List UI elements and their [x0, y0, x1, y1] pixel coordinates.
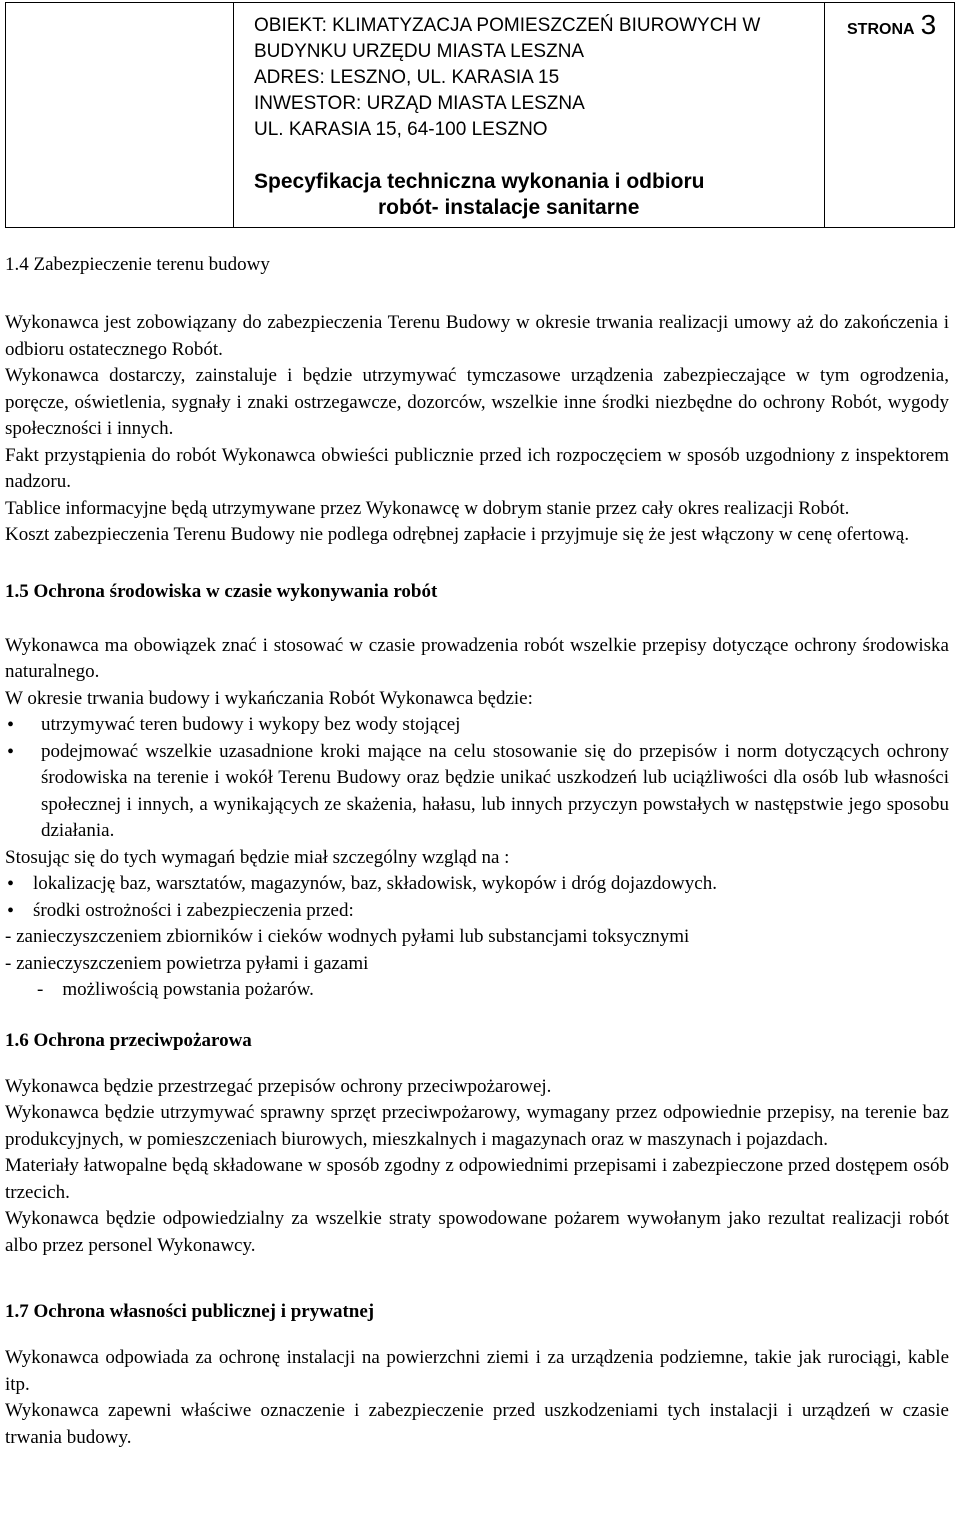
- paragraph: Wykonawca będzie utrzymywać sprawny sprzęt przeciwpożarowy, wymagany przez odpowiednie przepisy, na terenie baz produkcyjnych, w pomieszczeniach biurowych, mieszkalnych i magazynach oraz w maszynach i pojazdach.: [5, 1102, 949, 1150]
- dash-item: - zanieczyszczeniem powietrza pyłami i gazami: [5, 952, 369, 974]
- list-item: • podejmować wszelkie uzasadnione kroki mające na celu stosowanie się do przepisów i norm dotyczących ochrony środowiska na terenie i wokół Terenu Budowy oraz będzie unikać uszkodzeń lub uciążliwości dla osób lub własności społecznej i innych, a wynikających ze skażenia, hałasu, lub innych przyczyn powstałych w następstwie jego sposobu działania.: [5, 739, 949, 845]
- paragraph: Wykonawca jest zobowiązany do zabezpieczenia Terenu Budowy w okresie trwania realizacji umowy aż do zakończenia i odbioru ostatecznego Robót.: [5, 312, 949, 360]
- list-item: • lokalizację baz, warsztatów, magazynów, baz, składowisk, wykopów i dróg dojazdowych.: [5, 871, 949, 898]
- paragraph: Wykonawca dostarczy, zainstaluje i będzie utrzymywać tymczasowe urządzenia zabezpieczające w tym ogrodzenia, poręcze, oświetlenia, sygnały i znaki ostrzegawcze, dozorców, wszelkie inne środki niezbędne do ochrony Robót, wygody społeczności i innych.: [5, 365, 949, 439]
- paragraph: Fakt przystąpienia do robót Wykonawca obwieści publicznie przed ich rozpoczęciem w sposób uzgodniony z inspektorem nadzoru.: [5, 444, 949, 492]
- paragraph: Wykonawca będzie przestrzegać przepisów ochrony przeciwpożarowej.: [5, 1075, 552, 1097]
- paragraph: W okresie trwania budowy i wykańczania Robót Wykonawca będzie:: [5, 687, 533, 709]
- header-line: INWESTOR: URZĄD MIASTA LESZNA: [254, 93, 585, 114]
- bullet-list: [5, 712, 949, 845]
- list-item: • utrzymywać teren budowy i wykopy bez wody stojącej: [5, 712, 949, 739]
- page-number-cell: [824, 3, 954, 227]
- header-line: BUDYNKU URZĘDU MIASTA LESZNA: [254, 41, 585, 62]
- bullet-list: [5, 871, 949, 924]
- header-logo-cell: [6, 3, 234, 227]
- paragraph: Tablice informacyjne będą utrzymywane przez Wykonawcę w dobrym stanie przez cały okres realizacji Robót.: [5, 497, 850, 519]
- header-line: OBIEKT: KLIMATYZACJA POMIESZCZEŃ BIUROWYCH W: [254, 15, 761, 36]
- header-line: UL. KARASIA 15, 64-100 LESZNO: [254, 119, 548, 140]
- paragraph: Stosując się do tych wymagań będzie miał szczególny wzgląd na :: [5, 846, 510, 868]
- spec-title-line2: robót- instalacje sanitarne: [378, 196, 640, 219]
- paragraph: Wykonawca będzie odpowiedzialny za wszelkie straty spowodowane pożarem wywołanym jako rezultat realizacji robót albo przez personel Wykonawcy.: [5, 1208, 949, 1256]
- page-number: 3: [920, 9, 937, 40]
- paragraph: Wykonawca zapewni właściwe oznaczenie i zabezpieczenie przed uszkodzeniami tych instalacji i urządzeń w czasie trwania budowy.: [5, 1400, 949, 1448]
- section-heading-1-7: 1.7 Ochrona własności publicznej i prywatnej: [5, 1301, 375, 1322]
- spec-title: [254, 169, 814, 221]
- document-body: [5, 252, 949, 1451]
- paragraph: Wykonawca odpowiada za ochronę instalacji na powierzchni ziemi i za urządzenia podziemne, takie jak rurociągi, kable itp.: [5, 1347, 949, 1395]
- dash-item: - zanieczyszczeniem zbiorników i cieków wodnych pyłami lub substancjami toksycznymi: [5, 926, 690, 947]
- dash-item: - możliwością powstania pożarów.: [37, 979, 314, 1000]
- list-item: • środki ostrożności i zabezpieczenia przed:: [5, 898, 949, 925]
- paragraph: Materiały łatwopalne będą składowane w sposób zgodny z odpowiednimi przepisami i zabezpieczone przed dostępem osób trzecich.: [5, 1155, 949, 1203]
- section-heading-1-4: 1.4 Zabezpieczenie terenu budowy: [5, 254, 270, 275]
- section-heading-1-5: 1.5 Ochrona środowiska w czasie wykonywania robót: [5, 580, 438, 602]
- document-header: [5, 2, 955, 228]
- spec-title-line1: Specyfikacja techniczna wykonania i odbioru: [254, 170, 705, 193]
- header-info: [254, 13, 814, 221]
- paragraph: Wykonawca ma obowiązek znać i stosować w czasie prowadzenia robót wszelkie przepisy dotyczące ochrony środowiska naturalnego.: [5, 634, 949, 682]
- page-label: STRONA: [847, 21, 915, 38]
- header-line: ADRES: LESZNO, UL. KARASIA 15: [254, 67, 560, 88]
- paragraph: Koszt zabezpieczenia Terenu Budowy nie podlega odrębnej zapłacie i przyjmuje się że jest włączony w cenę ofertową.: [5, 524, 910, 545]
- section-heading-1-6: 1.6 Ochrona przeciwpożarowa: [5, 1029, 252, 1051]
